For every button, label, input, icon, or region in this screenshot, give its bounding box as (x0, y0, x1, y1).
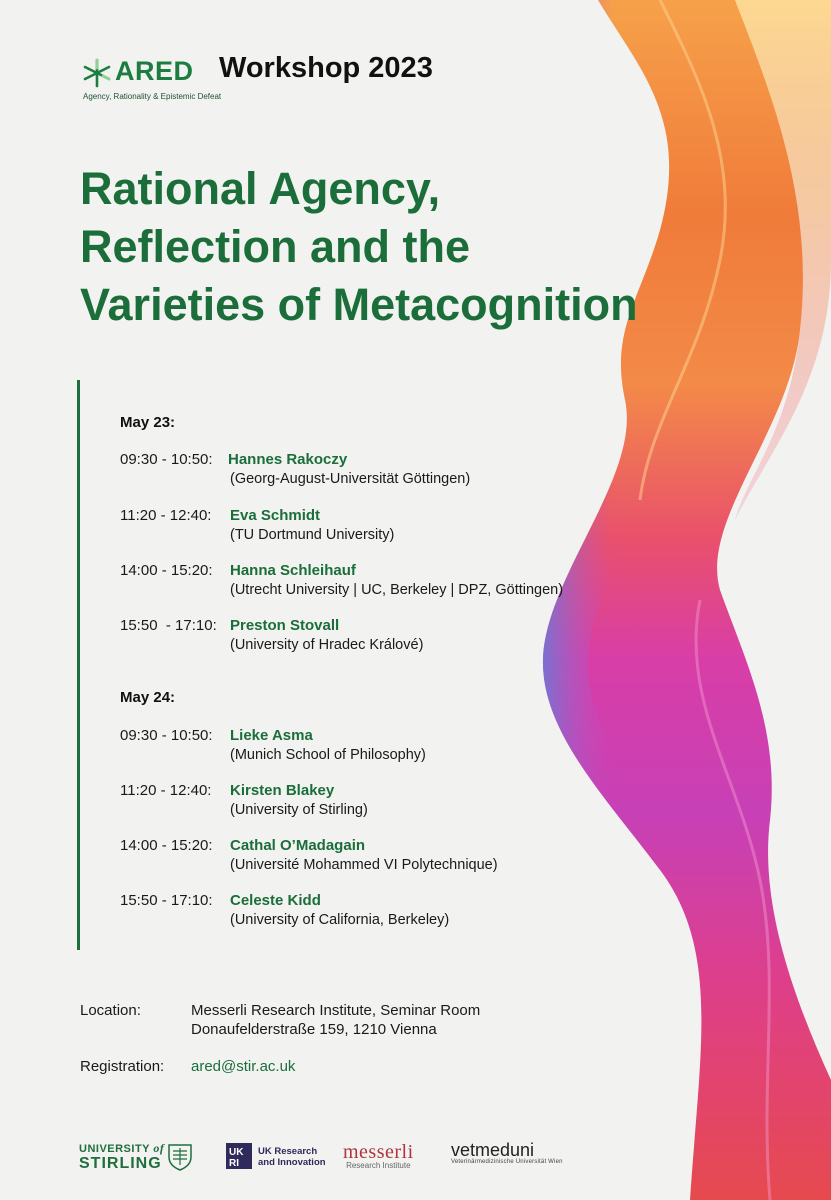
slot-affiliation: (TU Dortmund University) (230, 527, 395, 543)
slot-time: 14:00 - 15:20: (120, 837, 213, 854)
slot-affiliation: (University of California, Berkeley) (230, 912, 450, 928)
messerli-logo (343, 1141, 414, 1170)
event-label: Workshop 2023 (219, 52, 433, 84)
slot-time: 11:20 - 12:40: (120, 782, 212, 799)
svg-text:UK: UK (229, 1147, 244, 1158)
slot-affiliation: (Georg-August-Universität Göttingen) (230, 471, 471, 487)
svg-text:RI: RI (229, 1158, 239, 1169)
stirling-logo-line2: STIRLING (79, 1155, 162, 1172)
location-address: Donaufelderstraße 159, 1210 Vienna (191, 1021, 437, 1038)
slot-affiliation: (Munich School of Philosophy) (230, 747, 426, 763)
ukri-line2: and Innovation (258, 1157, 326, 1168)
schedule-accent-bar (77, 380, 80, 950)
vetmeduni-logo (451, 1140, 563, 1165)
slot-affiliation: (Université Mohammed VI Polytechnique) (230, 857, 498, 873)
stirling-crest-icon (167, 1143, 193, 1171)
registration-email-link[interactable]: ared@stir.ac.uk (191, 1058, 296, 1075)
ared-logo (82, 56, 222, 106)
day-heading: May 23: (120, 414, 176, 431)
slot-affiliation: (University of Stirling) (230, 802, 368, 818)
slot-affiliation: (Utrecht University | UC, Berkeley | DPZ, Göttingen) (230, 582, 564, 598)
ukri-logo (226, 1143, 336, 1171)
slot-time: 09:30 - 10:50: (120, 451, 213, 468)
slot-speaker: Cathal O’Madagain (230, 837, 366, 854)
location-label: Location: (80, 1002, 141, 1019)
vetmeduni-name: vetmeduni (451, 1140, 535, 1160)
slot-speaker: Hannes Rakoczy (228, 451, 348, 468)
workshop-title (80, 160, 780, 334)
slot-time: 09:30 - 10:50: (120, 727, 213, 744)
slot-speaker: Kirsten Blakey (230, 782, 335, 799)
slot-speaker: Hanna Schleihauf (230, 562, 356, 579)
ared-logo-text: ARED (115, 56, 194, 86)
university-of-stirling-logo (79, 1141, 164, 1173)
slot-speaker: Celeste Kidd (230, 892, 321, 909)
slot-time: 15:50 - 17:10: (120, 892, 213, 909)
stirling-of-word: of (153, 1141, 165, 1155)
slot-affiliation: (University of Hradec Králové) (230, 637, 424, 653)
ared-tagline: Agency, Rationality & Epistemic Defeat (83, 92, 222, 101)
slot-speaker: Preston Stovall (230, 617, 340, 634)
ukri-text (258, 1146, 326, 1168)
title-line: Reflection and the (80, 221, 471, 272)
title-line: Rational Agency, (80, 163, 441, 214)
vetmeduni-subtitle: Veterinärmedizinische Universität Wien (451, 1159, 563, 1165)
slot-speaker: Lieke Asma (230, 727, 313, 744)
slot-time: 14:00 - 15:20: (120, 562, 213, 579)
title-line: Varieties of Metacognition (80, 279, 638, 330)
messerli-name: messerli (343, 1141, 414, 1163)
location-venue: Messerli Research Institute, Seminar Room (191, 1002, 481, 1019)
ukri-mark-icon (226, 1143, 252, 1169)
slot-time: 15:50 - 17:10: (120, 617, 217, 634)
messerli-subtitle: Research Institute (346, 1161, 411, 1170)
slot-speaker: Eva Schmidt (230, 507, 321, 524)
stirling-university-word: UNIVERSITY (79, 1143, 150, 1155)
stirling-logo-line1 (79, 1141, 164, 1156)
ukri-line1: UK Research (258, 1146, 318, 1157)
registration-label: Registration: (80, 1058, 165, 1075)
day-heading: May 24: (120, 689, 176, 706)
ared-star-icon (82, 58, 112, 88)
slot-time: 11:20 - 12:40: (120, 507, 212, 524)
